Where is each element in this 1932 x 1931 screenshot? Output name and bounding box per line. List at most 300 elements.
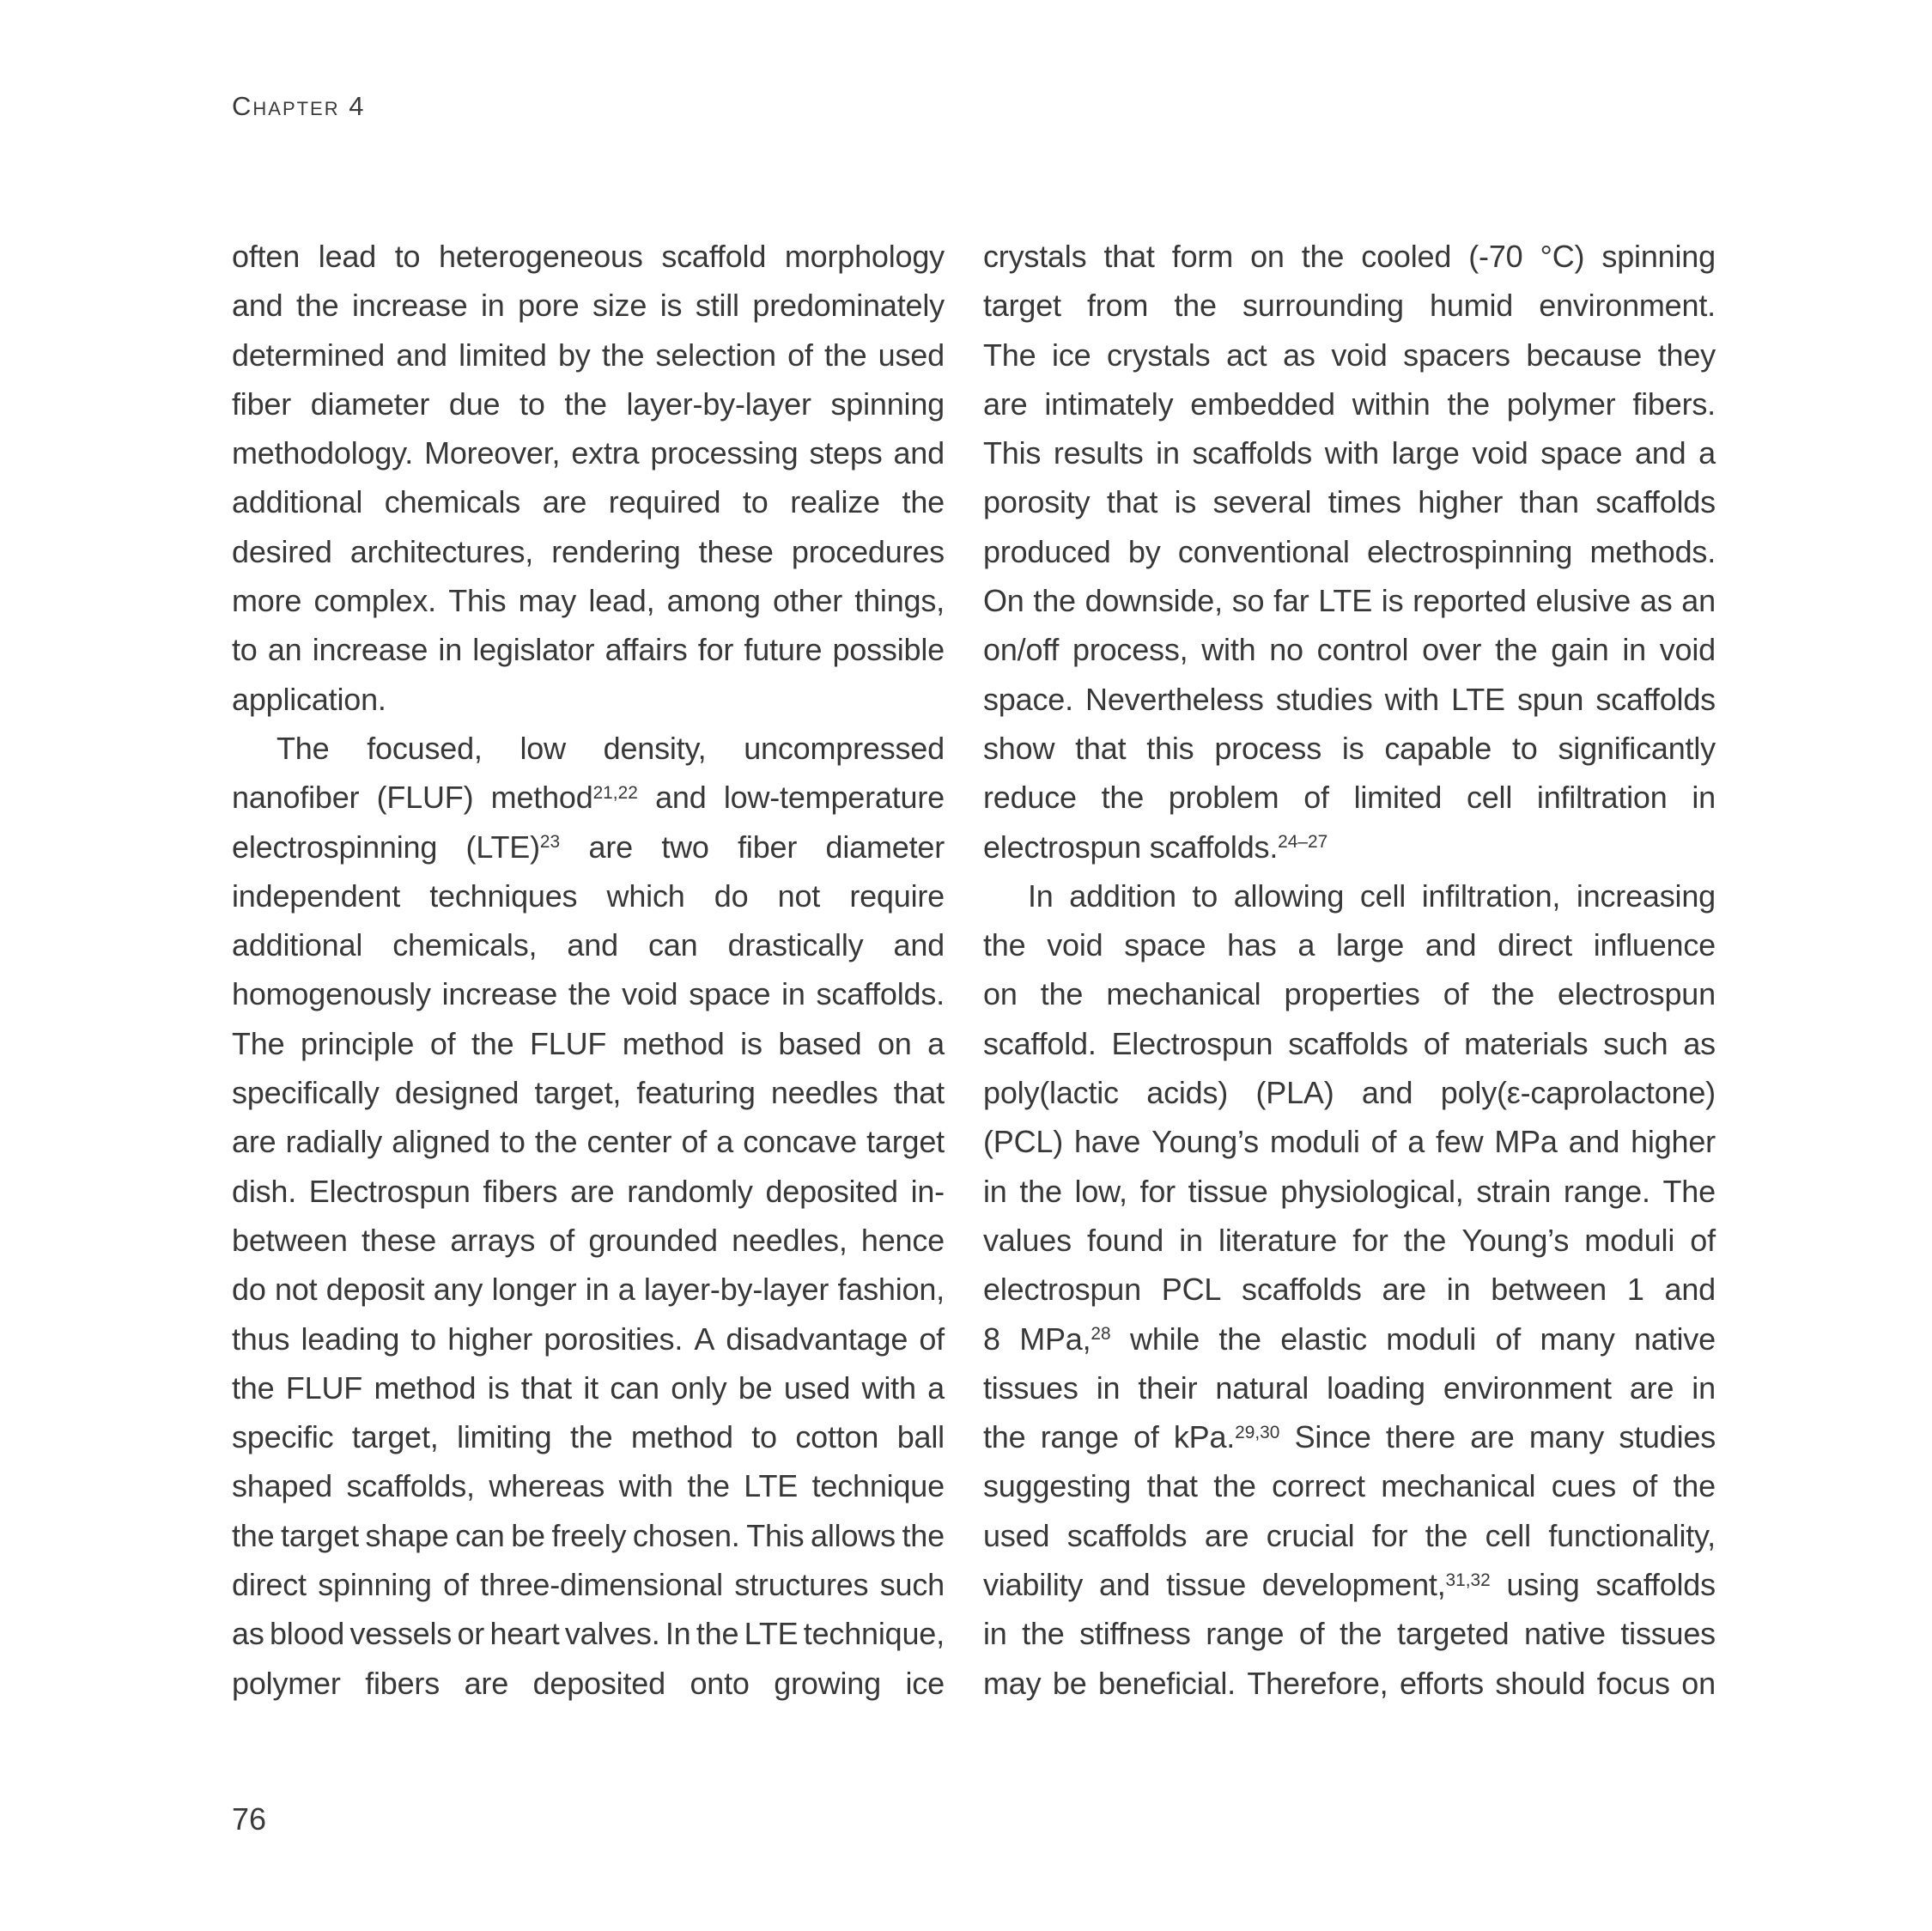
text-line bbox=[232, 1609, 945, 1658]
word: the bbox=[232, 1369, 275, 1406]
text-line bbox=[983, 331, 1716, 380]
word: the bbox=[902, 484, 945, 520]
word: for bbox=[1371, 1517, 1408, 1553]
word: the bbox=[983, 1419, 1026, 1455]
word: of bbox=[1443, 976, 1469, 1012]
word: addition bbox=[1069, 877, 1176, 914]
word: radially bbox=[285, 1124, 383, 1160]
text-line bbox=[232, 331, 945, 380]
word: large bbox=[1335, 927, 1405, 963]
word: be bbox=[511, 1517, 545, 1553]
word: in bbox=[781, 976, 805, 1012]
word: can bbox=[455, 1517, 505, 1553]
word: realize bbox=[790, 484, 880, 520]
word: influence bbox=[1593, 927, 1716, 963]
word: space. bbox=[983, 681, 1073, 717]
word: extra bbox=[571, 435, 640, 471]
word: and bbox=[567, 927, 618, 963]
word: Young’s bbox=[1461, 1222, 1570, 1258]
word: the bbox=[823, 337, 867, 373]
word: ball bbox=[896, 1419, 945, 1455]
word: as bbox=[1283, 337, 1315, 373]
word: and bbox=[893, 435, 945, 471]
word: acids) bbox=[1146, 1075, 1229, 1111]
word: range bbox=[1040, 1419, 1119, 1455]
word: for bbox=[1352, 1222, 1388, 1258]
word: may bbox=[518, 583, 577, 619]
word: the bbox=[1019, 1173, 1062, 1209]
word: gain bbox=[1551, 632, 1609, 668]
word: in bbox=[1446, 1272, 1471, 1308]
word: a bbox=[716, 1124, 734, 1160]
word: in bbox=[1096, 1369, 1121, 1406]
word: are bbox=[588, 829, 633, 865]
word: A bbox=[694, 1321, 715, 1357]
word: limited bbox=[459, 337, 547, 373]
text-line: application. bbox=[232, 681, 386, 717]
word: by bbox=[557, 337, 591, 373]
word: scaffold. bbox=[983, 1025, 1097, 1061]
word: leading bbox=[301, 1321, 400, 1357]
word: method bbox=[630, 1419, 733, 1455]
reference-superscript: 29,30 bbox=[1235, 1422, 1280, 1442]
word: than bbox=[1519, 484, 1579, 520]
word: direct bbox=[1498, 927, 1572, 963]
text-line bbox=[983, 1068, 1716, 1117]
text-line bbox=[983, 1216, 1716, 1265]
word: in bbox=[983, 1173, 1007, 1209]
word: whereas bbox=[489, 1468, 605, 1504]
reference-superscript: 24–27 bbox=[1278, 832, 1328, 853]
word: of bbox=[1298, 1616, 1325, 1652]
word: that bbox=[1146, 1468, 1198, 1504]
word: based bbox=[778, 1025, 862, 1061]
word: focus bbox=[1596, 1665, 1670, 1701]
word: to bbox=[394, 239, 421, 274]
text-line bbox=[983, 1265, 1716, 1314]
word: shaped bbox=[232, 1468, 332, 1504]
word: structures bbox=[734, 1567, 869, 1603]
word: LTE bbox=[744, 1616, 799, 1652]
text-line bbox=[232, 823, 945, 871]
word: viability bbox=[983, 1567, 1084, 1603]
word: featuring bbox=[636, 1075, 756, 1111]
text-line bbox=[983, 1560, 1716, 1609]
word: to bbox=[500, 1124, 526, 1160]
word: On bbox=[983, 583, 1024, 619]
word: This bbox=[983, 435, 1042, 471]
word: to bbox=[232, 632, 258, 668]
text-line bbox=[232, 576, 945, 625]
word: be bbox=[1052, 1665, 1087, 1701]
word: infiltration, bbox=[1421, 877, 1561, 914]
word: scaffolds bbox=[1595, 484, 1716, 520]
word: in bbox=[481, 288, 505, 324]
word: uncompressed bbox=[744, 730, 945, 766]
word: may bbox=[983, 1665, 1042, 1701]
word: method bbox=[374, 1369, 477, 1406]
word: environment bbox=[1443, 1369, 1612, 1406]
word: higher bbox=[447, 1321, 533, 1357]
word: are bbox=[1470, 1419, 1515, 1455]
word: ice bbox=[1052, 337, 1091, 373]
word: specific bbox=[232, 1419, 334, 1455]
word: target, bbox=[351, 1419, 439, 1455]
word: as bbox=[1683, 1025, 1716, 1061]
word: MPa,$^{28}$ bbox=[1019, 1321, 1111, 1357]
word: chosen. bbox=[632, 1517, 740, 1553]
word: crucial bbox=[1266, 1517, 1355, 1553]
word: do bbox=[232, 1272, 266, 1308]
word: fiber bbox=[232, 386, 292, 422]
word: vessels bbox=[349, 1616, 453, 1652]
word: deposited bbox=[532, 1665, 665, 1701]
word: of bbox=[1370, 1124, 1397, 1160]
word: density, bbox=[603, 730, 707, 766]
word: such bbox=[879, 1567, 945, 1603]
word: void bbox=[1659, 632, 1716, 668]
word: in bbox=[585, 1272, 610, 1308]
word: spun bbox=[1516, 681, 1584, 717]
text-line bbox=[983, 625, 1716, 674]
word: cell bbox=[1485, 1517, 1531, 1553]
word: 1 bbox=[1626, 1272, 1644, 1308]
word: materials bbox=[1464, 1025, 1589, 1061]
word: In bbox=[1028, 877, 1054, 914]
word: to bbox=[751, 1419, 777, 1455]
word: the bbox=[534, 1124, 578, 1160]
word: chemicals bbox=[384, 484, 521, 520]
word: layer-by-layer bbox=[626, 386, 811, 422]
word: electrospinning bbox=[232, 829, 438, 865]
word: tissues bbox=[1620, 1616, 1716, 1652]
word: lead bbox=[318, 239, 377, 274]
word: used bbox=[783, 1369, 851, 1406]
word: architectures, bbox=[349, 533, 534, 569]
word: homogenously bbox=[232, 976, 431, 1012]
word: to bbox=[742, 484, 769, 520]
word: do bbox=[714, 877, 749, 914]
word: the bbox=[1033, 583, 1076, 619]
word: that bbox=[1075, 730, 1127, 766]
word: Nevertheless bbox=[1085, 681, 1264, 717]
word: elusive bbox=[1535, 583, 1631, 619]
word: of bbox=[443, 1567, 469, 1603]
text-line bbox=[983, 675, 1716, 724]
word: are bbox=[1629, 1369, 1674, 1406]
text-line bbox=[983, 1461, 1716, 1510]
word: size bbox=[592, 288, 647, 324]
word: method bbox=[622, 1025, 725, 1061]
word: crystals bbox=[983, 239, 1087, 274]
word: of bbox=[1303, 780, 1329, 816]
word: that bbox=[520, 1369, 572, 1406]
word: moduli bbox=[1386, 1321, 1477, 1357]
word: drastically bbox=[727, 927, 864, 963]
word: Young’s bbox=[1151, 1124, 1259, 1160]
word: void bbox=[1472, 435, 1528, 471]
word: independent bbox=[232, 877, 400, 914]
word: poly(ε-caprolactone) bbox=[1440, 1075, 1716, 1111]
word: the bbox=[1040, 976, 1084, 1012]
word: void bbox=[1331, 337, 1388, 373]
word: longer bbox=[491, 1272, 577, 1308]
word: higher bbox=[1631, 1124, 1716, 1160]
text-line bbox=[232, 773, 945, 822]
word: within bbox=[1352, 386, 1431, 422]
word: the bbox=[296, 288, 339, 324]
word: the bbox=[601, 337, 645, 373]
word: the bbox=[902, 1517, 945, 1553]
word: or bbox=[457, 1616, 485, 1652]
text-line: electrospun scaffolds.$^{24-27}$ bbox=[983, 829, 1328, 865]
reference-superscript: 31,32 bbox=[1445, 1570, 1491, 1590]
word: show bbox=[983, 730, 1055, 766]
word: a bbox=[1698, 435, 1716, 471]
word: polymer bbox=[232, 1665, 341, 1701]
text-line bbox=[983, 724, 1716, 773]
word: conventional bbox=[1177, 533, 1350, 569]
word: The bbox=[232, 1025, 285, 1061]
word: scaffolds. bbox=[816, 976, 945, 1012]
word: due bbox=[448, 386, 501, 422]
word: in bbox=[983, 1616, 1007, 1652]
word: properties bbox=[1284, 976, 1420, 1012]
word: with bbox=[1384, 681, 1439, 717]
word: used bbox=[983, 1517, 1050, 1553]
word: space bbox=[1540, 435, 1623, 471]
word: reported bbox=[1413, 583, 1527, 619]
word: and bbox=[655, 780, 707, 816]
word: a bbox=[617, 1272, 635, 1308]
word: results bbox=[1053, 435, 1144, 471]
word: of bbox=[919, 1321, 945, 1357]
word: are bbox=[983, 386, 1028, 422]
word: LTE bbox=[1451, 681, 1505, 717]
word: the bbox=[1673, 1468, 1716, 1504]
word: FLUF bbox=[529, 1025, 607, 1061]
word: an bbox=[267, 632, 302, 668]
word: correct bbox=[1272, 1468, 1365, 1504]
word: poly(lactic bbox=[983, 1075, 1119, 1111]
text-line bbox=[983, 477, 1716, 526]
word: for bbox=[1139, 1173, 1176, 1209]
word: blood bbox=[269, 1616, 345, 1652]
word: diameter bbox=[310, 386, 430, 422]
word: LTE bbox=[1318, 583, 1373, 619]
word: The bbox=[983, 337, 1036, 373]
word: scaffolds bbox=[1595, 1567, 1716, 1603]
word: focused, bbox=[367, 730, 483, 766]
text-line bbox=[232, 1412, 945, 1461]
text-column-right bbox=[983, 232, 1716, 1708]
word: the bbox=[687, 1468, 730, 1504]
word: on bbox=[983, 976, 1018, 1012]
word: is bbox=[1341, 730, 1364, 766]
word: MPa bbox=[1494, 1124, 1558, 1160]
text-line bbox=[232, 1019, 945, 1068]
word: in- bbox=[910, 1173, 945, 1209]
word: heterogeneous bbox=[439, 239, 643, 274]
word: In bbox=[665, 1616, 691, 1652]
word: to bbox=[1192, 877, 1218, 914]
word: the bbox=[1213, 1468, 1256, 1504]
text-line bbox=[232, 1315, 945, 1363]
word: increasing bbox=[1576, 877, 1716, 914]
word: scaffolds bbox=[1066, 1517, 1188, 1553]
word: the bbox=[1101, 780, 1145, 816]
word: (PLA) bbox=[1255, 1075, 1334, 1111]
word: more bbox=[232, 583, 302, 619]
word: the bbox=[1425, 1517, 1468, 1553]
word: (LTE)$^{23}$ bbox=[465, 829, 561, 865]
text-line bbox=[983, 1117, 1716, 1166]
word: PCL bbox=[1161, 1272, 1222, 1308]
word: thus bbox=[232, 1321, 290, 1357]
word: scaffolds bbox=[1242, 1272, 1362, 1308]
word: are bbox=[570, 1173, 615, 1209]
word: is bbox=[487, 1369, 510, 1406]
word: an bbox=[1681, 583, 1716, 619]
word: the bbox=[1218, 1321, 1261, 1357]
word: cotton bbox=[795, 1419, 879, 1455]
word: complex. bbox=[313, 583, 436, 619]
word: native bbox=[1523, 1616, 1606, 1652]
word: moduli bbox=[1269, 1124, 1360, 1160]
text-line bbox=[232, 1068, 945, 1117]
text-line bbox=[983, 1363, 1716, 1412]
word: loading bbox=[1327, 1369, 1425, 1406]
word: act bbox=[1226, 337, 1267, 373]
word: the bbox=[1022, 1616, 1065, 1652]
word: that bbox=[893, 1075, 945, 1111]
word: target bbox=[281, 1517, 359, 1553]
word: scaffolds bbox=[1288, 1025, 1408, 1061]
word: randomly bbox=[627, 1173, 753, 1209]
word: spinning bbox=[318, 1567, 432, 1603]
text-line bbox=[983, 1609, 1716, 1658]
word: strain bbox=[1476, 1173, 1552, 1209]
word: as bbox=[1639, 583, 1673, 619]
word: 8 bbox=[983, 1321, 1000, 1357]
word: and bbox=[1361, 1075, 1413, 1111]
word: development,$^{31,32}$ bbox=[1261, 1567, 1491, 1603]
word: methods. bbox=[1589, 533, 1716, 569]
word: a bbox=[1297, 927, 1315, 963]
text-line bbox=[232, 1265, 945, 1314]
word: process bbox=[1214, 730, 1322, 766]
text-line bbox=[232, 428, 945, 477]
text-line bbox=[232, 1216, 945, 1265]
word: chemicals, bbox=[392, 927, 538, 963]
word: many bbox=[1528, 1419, 1605, 1455]
word: low-temperature bbox=[723, 780, 945, 816]
word: between bbox=[232, 1222, 348, 1258]
word: (PCL) bbox=[983, 1124, 1064, 1160]
text-line bbox=[232, 625, 945, 674]
word: of bbox=[1423, 1025, 1449, 1061]
word: and bbox=[1634, 435, 1686, 471]
text-line bbox=[983, 527, 1716, 576]
word: higher bbox=[1418, 484, 1504, 520]
word: no bbox=[1269, 632, 1303, 668]
word: any bbox=[433, 1272, 483, 1308]
word: increase bbox=[351, 288, 468, 324]
word: fibers. bbox=[1632, 386, 1716, 422]
text-line bbox=[232, 1511, 945, 1560]
word: embedded bbox=[1190, 386, 1335, 422]
word: range bbox=[1206, 1616, 1285, 1652]
word: of bbox=[1495, 1321, 1522, 1357]
word: times bbox=[1327, 484, 1401, 520]
text-line bbox=[983, 920, 1716, 969]
reference-superscript: 21,22 bbox=[592, 782, 638, 803]
word: deposit bbox=[325, 1272, 425, 1308]
word: they bbox=[1657, 337, 1716, 373]
word: so bbox=[1231, 583, 1265, 619]
word: heart bbox=[489, 1616, 560, 1652]
text-line bbox=[983, 380, 1716, 428]
word: their bbox=[1138, 1369, 1198, 1406]
word: few bbox=[1435, 1124, 1484, 1160]
word: form bbox=[1171, 239, 1233, 274]
word: Electrospun bbox=[308, 1173, 471, 1209]
word: cooled bbox=[1361, 239, 1452, 274]
word: steps bbox=[809, 435, 883, 471]
word: crystals bbox=[1107, 337, 1211, 373]
word: scaffolds bbox=[1595, 681, 1716, 717]
word: cues bbox=[1551, 1468, 1616, 1504]
word: a bbox=[927, 1025, 945, 1061]
word: capable bbox=[1384, 730, 1492, 766]
word: space bbox=[1124, 927, 1206, 963]
word: The bbox=[276, 730, 330, 766]
word: needles bbox=[770, 1075, 878, 1111]
word: void bbox=[622, 976, 678, 1012]
word: not bbox=[777, 877, 821, 914]
word: selection bbox=[655, 337, 776, 373]
word: polymer bbox=[1506, 386, 1616, 422]
word: of bbox=[681, 1124, 708, 1160]
text-column-left bbox=[232, 232, 945, 1708]
word: in bbox=[1622, 632, 1646, 668]
word: the bbox=[696, 1616, 739, 1652]
word: downside, bbox=[1084, 583, 1223, 619]
word: tissue bbox=[1166, 1567, 1247, 1603]
word: low, bbox=[1074, 1173, 1127, 1209]
word: only bbox=[671, 1369, 727, 1406]
word: are bbox=[1382, 1272, 1426, 1308]
word: and bbox=[1098, 1567, 1151, 1603]
word: possible bbox=[832, 632, 945, 668]
word: ice bbox=[905, 1665, 945, 1701]
word: needles, bbox=[732, 1222, 848, 1258]
word: growing bbox=[774, 1665, 881, 1701]
word: and bbox=[1568, 1124, 1620, 1160]
word: increase bbox=[312, 632, 428, 668]
word: electrospun bbox=[1558, 976, 1716, 1012]
word: control bbox=[1316, 632, 1409, 668]
text-line bbox=[983, 1659, 1716, 1708]
text-line bbox=[232, 527, 945, 576]
word: other bbox=[772, 583, 843, 619]
word: diameter bbox=[825, 829, 945, 865]
word: of bbox=[1631, 1468, 1658, 1504]
word: limited bbox=[1353, 780, 1443, 816]
word: several bbox=[1212, 484, 1312, 520]
word: center bbox=[586, 1124, 672, 1160]
text-line bbox=[232, 477, 945, 526]
